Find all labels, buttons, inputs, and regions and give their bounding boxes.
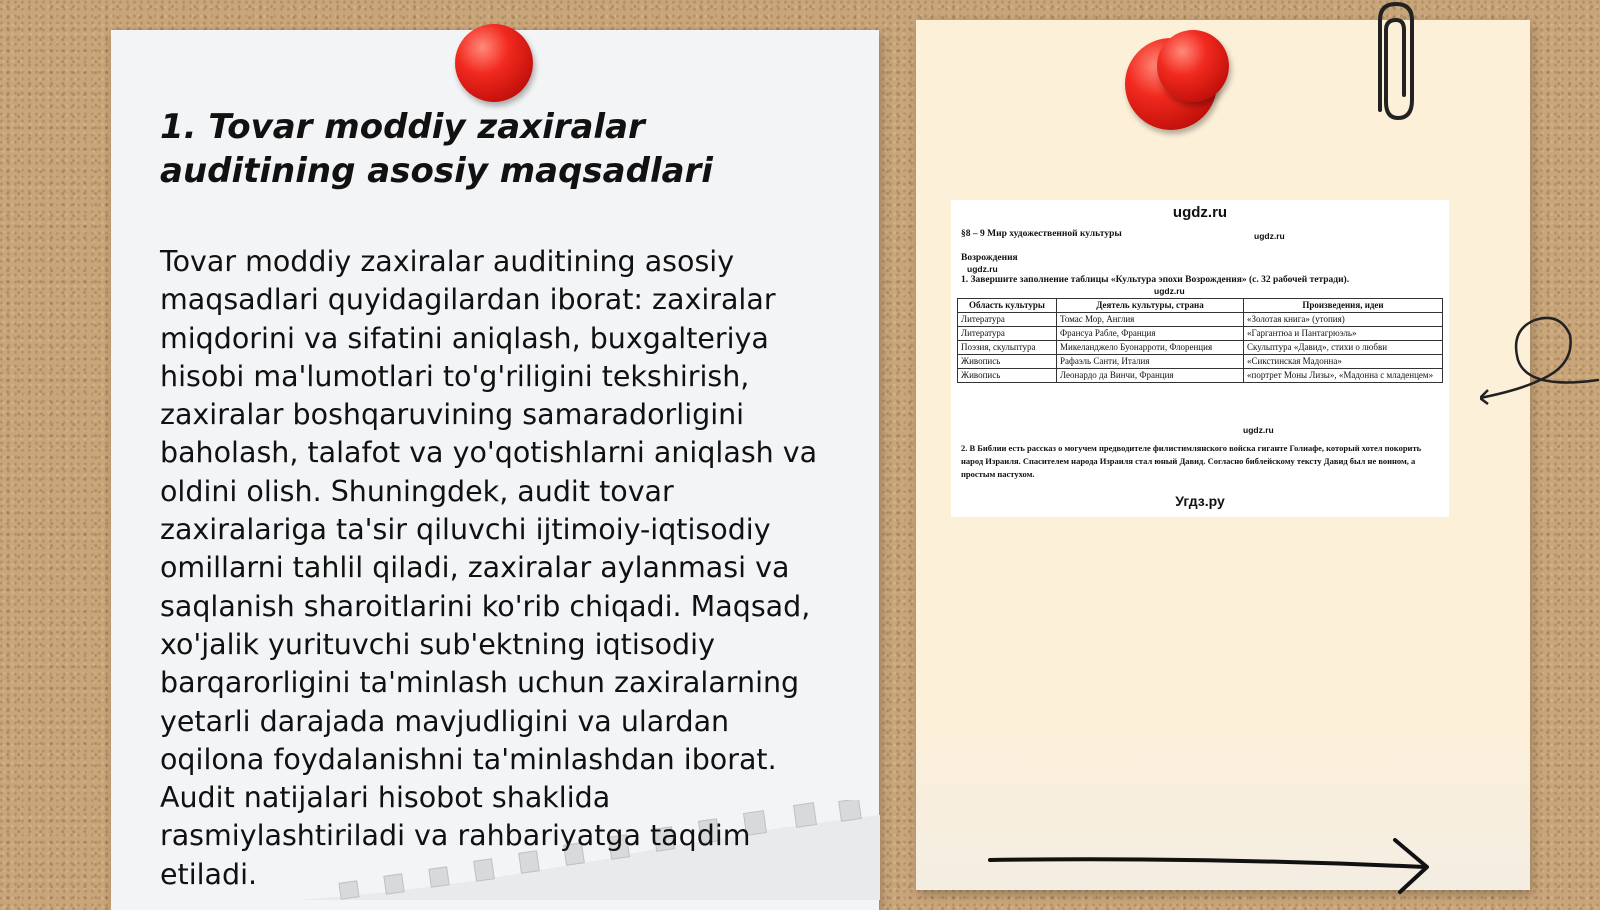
- body-paragraph: Tovar moddiy zaxiralar auditining asosiy maqsadlari quyidagilardan iborat: zaxiralar miqdorini va sifatini aniqlash, buxgalteriya hisobi ma'lumotlari to'g'riligini tekshirish, zaxiralar boshqaruvining samaradorligini baholash, talafot va yo'qotishlarni aniqlash va oldini olish. Shuningdek, audit tovar zaxiralariga ta'sir qiluvchi ijtimoiy-iqtisodiy omillarni tahlil qiladi, zaxiralar aylanmasi va saqlanish sharoitlarini ko'rib chiqadi. Maqsad, xo'jalik yurituvchi sub'ektning iqtisodiy barqarorligini ta'minlash uchun zaxiralarning yetarli darajada mavjudligini va ulardan oqilona foydalanishni ta'minlashdan iborat. Audit natijalari hisobot shaklida rasmiylashtiriladi va rahbariyatga taqdim etiladi.: [160, 245, 818, 891]
- scan-subsection: Возрождения: [961, 253, 1018, 263]
- scan-header: ugdz.ru: [1172, 204, 1228, 221]
- scan-watermark: ugdz.ru: [1243, 425, 1274, 435]
- string-loop-decoration: [1480, 310, 1600, 410]
- scan-task-2: 2. В Библии есть рассказ о могучем предводителе филистимлянского войска гиганте Голиафе, который хотел покорить народ Израиля. Спасителем народа Израиля стал юный Давид. Согласно библейскому тексту Давид был не воином, а простым пастухом.: [961, 443, 1422, 479]
- table-header: Произведения, идеи: [1244, 299, 1443, 313]
- red-pushpin-head-icon: [1157, 30, 1229, 102]
- right-arrow-icon: [985, 835, 1445, 895]
- table-cell: Живопись: [958, 355, 1057, 369]
- table-row: [958, 355, 1443, 369]
- scan-watermark: ugdz.ru: [1154, 286, 1185, 296]
- table-row: [958, 327, 1443, 341]
- table-cell: Микеланджело Буонарроти, Флоренция: [1057, 341, 1244, 355]
- scan-watermark: ugdz.ru: [967, 264, 998, 274]
- table-header: Деятель культуры, страна: [1057, 299, 1244, 313]
- table-row: [958, 341, 1443, 355]
- table-cell: Рафаэль Санти, Италия: [1057, 355, 1244, 369]
- table-cell: Литература: [958, 313, 1057, 327]
- table-cell: Франсуа Рабле, Франция: [1057, 327, 1244, 341]
- table-cell: Литература: [958, 327, 1057, 341]
- table-cell: Живопись: [958, 369, 1057, 383]
- table-cell: Леонардо да Винчи, Франция: [1057, 369, 1244, 383]
- red-pushpin-icon: [455, 24, 533, 102]
- page-title: 1. Tovar moddiy zaxiralar auditining asosiy maqsadlari: [160, 107, 713, 191]
- scan-footer: Угдз.ру: [1175, 493, 1225, 509]
- table-cell: «портрет Моны Лизы», «Мадонна с младенцем»: [1244, 369, 1443, 383]
- table-cell: Скульптура «Давид», стихи о любви: [1244, 341, 1443, 355]
- scan-section-heading: §8 – 9 Мир художественной культуры: [961, 229, 1122, 239]
- scan-task-1: 1. Завершите заполнение таблицы «Культура эпохи Возрождения» (с. 32 рабочей тетради).: [961, 275, 1350, 285]
- table-cell: «Сикстинская Мадонна»: [1244, 355, 1443, 369]
- table-row: [958, 369, 1443, 383]
- table-cell: «Гаргантюа и Пантагрюэль»: [1244, 327, 1443, 341]
- table-row: [958, 313, 1443, 327]
- table-cell: Томас Мор, Англия: [1057, 313, 1244, 327]
- table-header: Область культуры: [958, 299, 1057, 313]
- paperclip-icon: [1368, 0, 1428, 130]
- renaissance-culture-table: [957, 298, 1443, 383]
- table-cell: «Золотая книга» (утопия): [1244, 313, 1443, 327]
- scan-watermark: ugdz.ru: [1254, 231, 1285, 241]
- table-cell: Поэзия, скульптура: [958, 341, 1057, 355]
- scanned-document-image: [951, 200, 1449, 517]
